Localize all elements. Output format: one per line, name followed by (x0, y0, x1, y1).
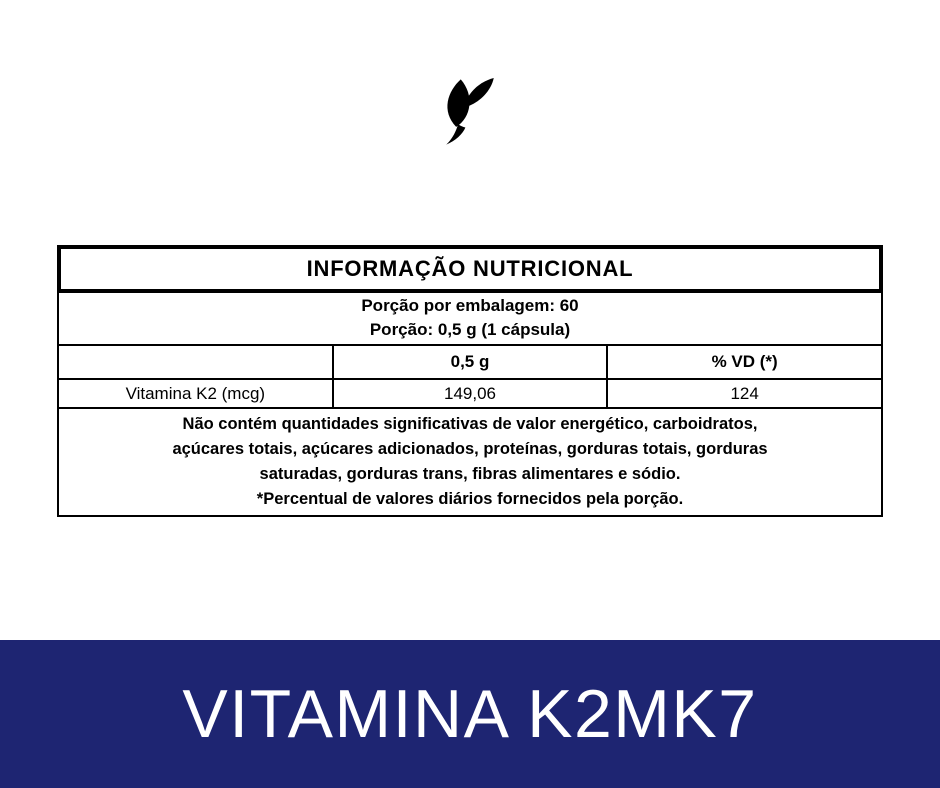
nutrition-facts-label (57, 245, 883, 517)
product-name: VITAMINA K2MK7 (182, 676, 758, 752)
logo-right-wing (467, 78, 494, 106)
servings-per-package: Porção por embalagem: 60 (361, 296, 579, 315)
disclaimer-line: *Percentual de valores diários fornecidos pela porção. (256, 490, 684, 508)
disclaimer-line: Não contém quantidades significativas de valor energético, carboidratos, (182, 415, 758, 433)
table-row (58, 379, 882, 408)
disclaimer-line: saturadas, gorduras trans, fibras alimentares e sódio. (259, 465, 681, 483)
column-header-daily-value: % VD (*) (607, 345, 882, 379)
column-header-nutrient (58, 345, 333, 379)
serving-info-row (58, 293, 882, 345)
nutrient-amount-cell: 149,06 (333, 379, 608, 408)
logo-tail (446, 124, 465, 144)
serving-size: Porção: 0,5 g (1 cápsula) (369, 320, 571, 339)
logo-main-leaf (447, 79, 469, 127)
product-name-banner (0, 640, 940, 788)
nutrition-title: INFORMAÇÃO NUTRICIONAL (306, 256, 634, 281)
nutrient-name-cell: Vitamina K2 (mcg) (58, 379, 333, 408)
serving-info-cell (58, 293, 882, 345)
disclaimer-line: açúcares totais, açúcares adicionados, proteínas, gorduras totais, gorduras (172, 440, 768, 458)
nutrition-title-box (57, 245, 883, 293)
disclaimer-row (58, 408, 882, 516)
nutrient-daily-value-cell: 124 (607, 379, 882, 408)
hummingbird-leaves-logo (437, 76, 503, 150)
logo-icon (437, 76, 503, 150)
nutrition-table (57, 293, 883, 517)
column-header-amount: 0,5 g (333, 345, 608, 379)
disclaimer-cell (58, 408, 882, 516)
column-header-row (58, 345, 882, 379)
